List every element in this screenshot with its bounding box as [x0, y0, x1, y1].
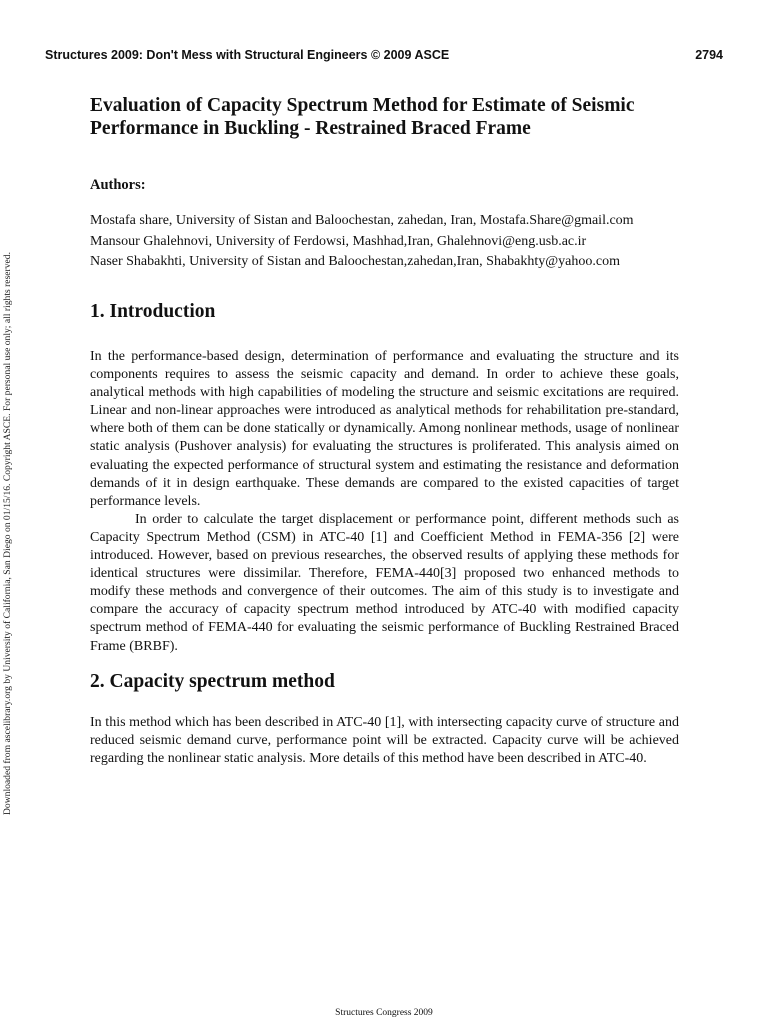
authors-list	[90, 211, 710, 273]
page-number: 2794	[695, 48, 723, 62]
author-line: Mostafa share, University of Sistan and Baloochestan, zahedan, Iran, Mostafa.Share@gmail.com	[90, 213, 634, 228]
section-heading-introduction: 1. Introduction	[90, 301, 216, 322]
author-line: Naser Shabakhti, University of Sistan and Baloochestan,zahedan,Iran, Shabakhty@yahoo.com	[90, 254, 620, 269]
running-title: Structures 2009: Don't Mess with Structural Engineers © 2009 ASCE	[45, 48, 450, 62]
paragraph: In order to calculate the target displacement or performance point, different methods such as Capacity Spectrum Method (CSM) in ATC-40 [1] and Coefficient Method in FEMA-356 [2] were introduced. However, based on previous researches, the observed results of applying these methods for identical structures were dissimilar. Therefore, FEMA-440[3] proposed two enhanced methods to modify these methods and convergence of their outcomes. The aim of this study is to investigate and compare the accuracy of capacity spectrum method introduced by ATC-40 with modified capacity spectrum method of FEMA-440 for evaluating the seismic performance of Buckling Restrained Braced Frame (BRBF).	[90, 511, 679, 654]
paper-title: Evaluation of Capacity Spectrum Method for Estimate of Seismic Performance in Buckling - Restrained Braced Frame	[90, 95, 635, 139]
running-header	[45, 48, 723, 62]
authors-heading: Authors:	[90, 177, 146, 193]
author-line: Mansour Ghalehnovi, University of Ferdowsi, Mashhad,Iran, Ghalehnovi@eng.usb.ac.ir	[90, 233, 587, 249]
download-stamp: Downloaded from ascelibrary.org by University of California, San Diego on 01/15/16. Copyright ASCE. For personal use only; all rights reserved.	[2, 251, 13, 815]
capacity-spectrum-body	[90, 714, 679, 768]
section-heading-capacity-spectrum: 2. Capacity spectrum method	[90, 671, 335, 692]
page-footer: Structures Congress 2009	[335, 1008, 433, 1018]
introduction-body	[90, 348, 679, 656]
paragraph: In this method which has been described in ATC-40 [1], with intersecting capacity curve of structure and reduced seismic demand curve, performance point will be extracted. Capacity curve will be achieved regarding the nonlinear static analysis. More details of this method have been described in ATC-40.	[90, 715, 679, 767]
paragraph: In the performance-based design, determination of performance and evaluating the structure and its components requires to assess the seismic capacity and demand. In order to achieve these goals, analytical methods with high capabilities of modeling the structure and seismic excitations are required. Linear and non-linear approaches were introduced as analytical methods for rehabilitation pre-standard, where both of them can be done statically or dynamically. Among nonlinear methods, usage of nonlinear static analysis (Pushover analysis) for evaluating the structures is proliferated. This analysis aimed on evaluating the expected performance of structural system and estimating the resistance and deformation demands of it in design earthquake. These demands are compared to the existed capacities of target performance levels.	[90, 349, 679, 509]
